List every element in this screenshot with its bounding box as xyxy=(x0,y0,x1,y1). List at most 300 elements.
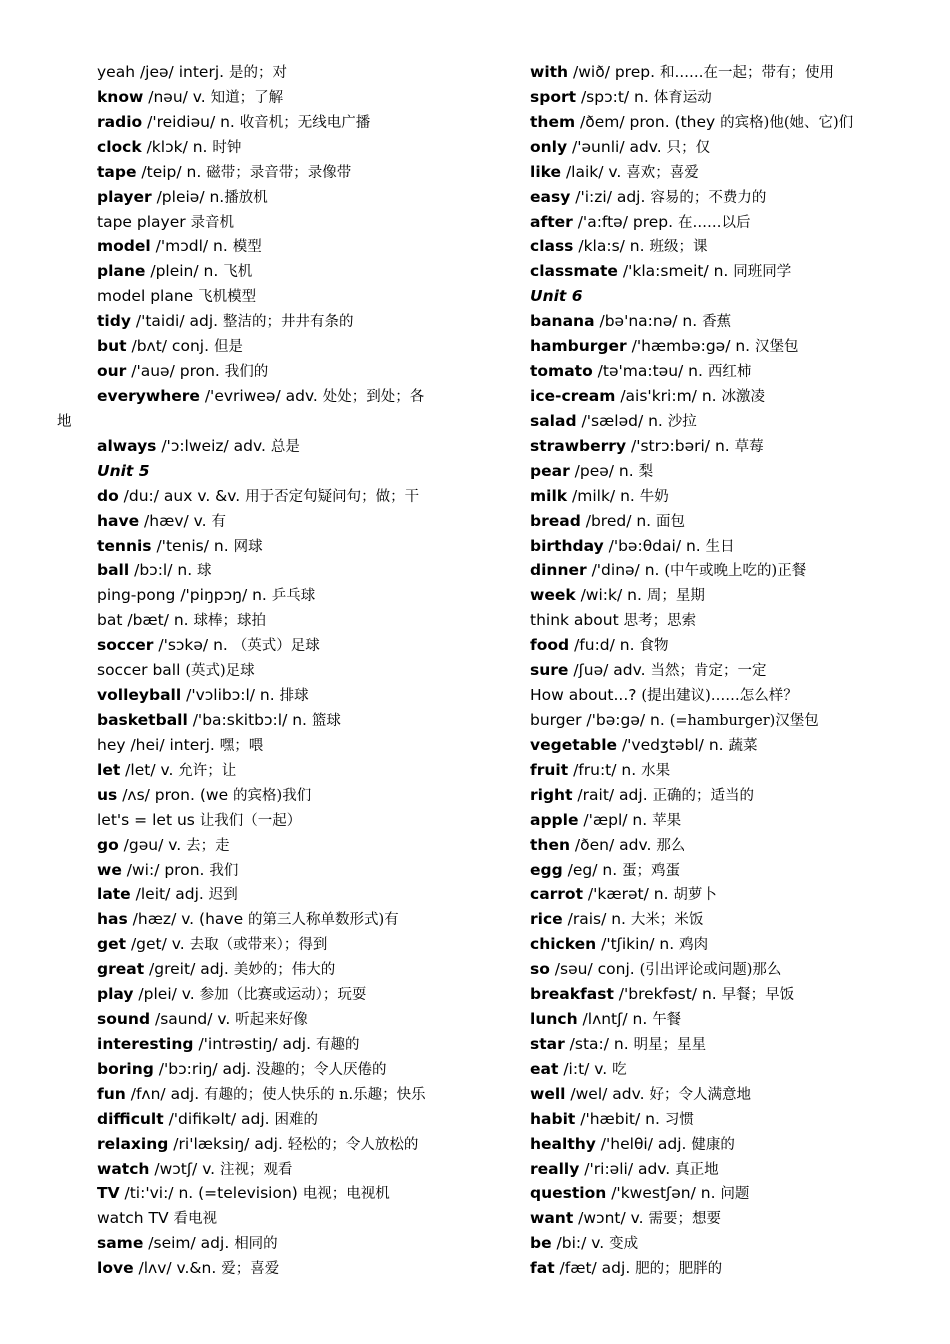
chinese-meaning: (英式)足球 xyxy=(185,663,255,680)
chinese-meaning: 问题 xyxy=(720,1186,750,1203)
vocab-entry xyxy=(97,758,467,783)
pronunciation-pos: soccer ball xyxy=(97,661,186,680)
chinese-meaning: 变成 xyxy=(609,1236,639,1253)
pronunciation-pos: /bɔ:l/ n. xyxy=(129,561,198,580)
vocab-entry xyxy=(97,334,467,359)
chinese-meaning: 正确的；适当的 xyxy=(652,787,755,804)
headword: want xyxy=(530,1209,574,1228)
pronunciation-pos: /seim/ adj. xyxy=(143,1234,235,1253)
vocab-entry xyxy=(97,210,467,235)
chinese-meaning: 去取（或带来）；得到 xyxy=(189,937,328,954)
headword: soccer xyxy=(97,636,154,655)
pronunciation-pos: /'hæmbə:gə/ n. xyxy=(626,337,756,356)
pronunciation-pos: /du:/ aux v. &v. xyxy=(118,486,246,505)
vocab-entry xyxy=(97,683,467,708)
pronunciation-pos: /'ri:əli/ adv. xyxy=(579,1159,676,1178)
headword: then xyxy=(530,835,570,854)
headword: do xyxy=(97,486,119,505)
vocab-entry xyxy=(530,882,930,907)
vocab-entry xyxy=(97,434,467,459)
vocab-entry xyxy=(97,558,467,583)
vocab-entry xyxy=(530,733,930,758)
pronunciation-pos: /ri'læksiŋ/ adj. xyxy=(168,1134,288,1153)
vocab-entry xyxy=(97,957,467,982)
headword: classmate xyxy=(530,262,618,281)
pronunciation-pos: /ti:'vi:/ n. (=television) xyxy=(119,1184,303,1203)
chinese-meaning: 同班同学 xyxy=(733,264,792,281)
vocab-entry xyxy=(97,1181,467,1206)
chinese-meaning: 排球 xyxy=(279,688,309,705)
chinese-meaning: 轻松的；令人放松的 xyxy=(287,1136,419,1153)
pronunciation-pos: let's = let us xyxy=(97,810,200,829)
chinese-meaning: 水果 xyxy=(641,762,671,779)
vocab-entry xyxy=(97,234,467,259)
chinese-meaning: 的宾格)他(她、它)们 xyxy=(720,114,854,131)
chinese-meaning: 沙拉 xyxy=(667,413,697,430)
vocab-entry xyxy=(530,259,930,284)
headword: go xyxy=(97,835,119,854)
vocab-entry xyxy=(530,359,930,384)
headword: like xyxy=(530,162,562,181)
chinese-meaning: 蔬菜 xyxy=(728,737,758,754)
chinese-meaning: 喜欢；喜爱 xyxy=(626,164,699,181)
chinese-meaning: 爱；喜爱 xyxy=(221,1261,280,1278)
chinese-meaning: 习惯 xyxy=(664,1111,694,1128)
pronunciation-pos: /rais/ n. xyxy=(562,910,631,929)
vocab-entry xyxy=(530,608,930,633)
headword: player xyxy=(97,187,152,206)
headword: model xyxy=(97,237,151,256)
vocab-entry xyxy=(97,1057,467,1082)
headword: really xyxy=(530,1159,580,1178)
vocab-entry xyxy=(530,1206,930,1231)
headword: dinner xyxy=(530,561,587,580)
vocab-entry xyxy=(530,957,930,982)
vocab-entry xyxy=(530,1231,930,1256)
headword: ball xyxy=(97,561,130,580)
vocab-entry xyxy=(530,1057,930,1082)
headword: interesting xyxy=(97,1034,194,1053)
headword: but xyxy=(97,337,127,356)
pronunciation-pos: /laik/ v. xyxy=(561,162,627,181)
vocab-entry xyxy=(97,259,467,284)
chinese-meaning: 思考；思索 xyxy=(623,613,697,630)
vocab-entry xyxy=(530,683,930,708)
pronunciation-pos: /plein/ n. xyxy=(145,262,224,281)
headword: apple xyxy=(530,810,579,829)
pronunciation-pos: /'a:ftə/ prep. xyxy=(572,212,678,231)
chinese-meaning: 模型 xyxy=(232,239,262,256)
pronunciation-pos: /peə/ n. xyxy=(569,461,639,480)
vocab-entry xyxy=(97,1157,467,1182)
pronunciation-pos: /'dinə/ n. xyxy=(586,561,665,580)
chinese-meaning: 相同的 xyxy=(234,1236,278,1253)
vocab-entry xyxy=(530,708,930,733)
chinese-meaning: 只；仅 xyxy=(666,139,711,156)
pronunciation-pos: think about xyxy=(530,611,624,630)
vocab-entry xyxy=(530,384,930,409)
chinese-meaning: 面包 xyxy=(656,513,686,530)
headword: ice-cream xyxy=(530,386,616,405)
headword: have xyxy=(97,511,140,530)
headword: class xyxy=(530,237,574,256)
vocab-entry xyxy=(97,110,467,135)
pronunciation-pos: /'æpl/ n. xyxy=(578,810,653,829)
pronunciation-pos: /'vɔlibɔ:l/ n. xyxy=(181,686,280,705)
pronunciation-pos: /'ɔ:lweiz/ adv. xyxy=(156,436,271,455)
pronunciation-pos: /i:t/ v. xyxy=(558,1059,613,1078)
vocab-entry xyxy=(530,932,930,957)
right-column xyxy=(530,60,930,1281)
chinese-meaning: 的宾格)我们 xyxy=(233,787,312,804)
chinese-meaning: 看电视 xyxy=(173,1211,218,1228)
vocab-entry xyxy=(530,309,930,334)
headword: difficult xyxy=(97,1109,164,1128)
pronunciation-pos: /lʌntʃ/ n. xyxy=(577,1010,653,1029)
pronunciation-pos: /bred/ n. xyxy=(580,511,657,530)
headword: clock xyxy=(97,137,142,156)
pronunciation-pos: /'i:zi/ adj. xyxy=(570,187,651,206)
vocab-entry xyxy=(97,135,467,160)
headword: has xyxy=(97,910,128,929)
chinese-meaning: 飞机 xyxy=(223,264,253,281)
chinese-meaning: 用于否定句疑问句；做；干 xyxy=(245,488,420,505)
vocab-entry xyxy=(530,583,930,608)
headword: banana xyxy=(530,312,595,331)
pronunciation-pos: model plane xyxy=(97,287,199,306)
vocab-entry xyxy=(530,1032,930,1057)
pronunciation-pos: /'əunli/ adv. xyxy=(567,137,667,156)
chinese-meaning: 没趣的；令人厌倦的 xyxy=(255,1061,387,1078)
chinese-meaning: 草莓 xyxy=(734,438,764,455)
chinese-meaning: 迟到 xyxy=(208,887,238,904)
pronunciation-pos: /wel/ adv. xyxy=(565,1084,650,1103)
chinese-meaning: 地 xyxy=(57,413,72,430)
vocab-entry xyxy=(530,783,930,808)
headword: be xyxy=(530,1234,552,1253)
chinese-meaning: 是的；对 xyxy=(229,65,287,81)
pronunciation-pos: /'kwestʃən/ n. xyxy=(606,1184,721,1203)
headword: birthday xyxy=(530,536,604,555)
headword: tomato xyxy=(530,362,593,381)
vocab-entry xyxy=(97,1132,467,1157)
headword: hamburger xyxy=(530,337,627,356)
headword: bread xyxy=(530,511,581,530)
headword: lunch xyxy=(530,1010,578,1029)
headword: tape xyxy=(97,162,137,181)
chinese-meaning: 吃 xyxy=(612,1061,627,1078)
headword: only xyxy=(530,137,568,156)
vocab-entry xyxy=(530,1157,930,1182)
pronunciation-pos: /'kærət/ n. xyxy=(583,885,674,904)
pronunciation-pos: /fæt/ adj. xyxy=(554,1259,636,1278)
vocab-entry xyxy=(97,1032,467,1057)
chinese-meaning: 注视；观看 xyxy=(220,1161,293,1178)
chinese-meaning: 胡萝卜 xyxy=(673,887,717,904)
chinese-meaning: (引出评论或问题)那么 xyxy=(639,962,782,979)
vocab-entry xyxy=(97,484,467,509)
pronunciation-pos: tape player xyxy=(97,212,191,231)
headword: always xyxy=(97,436,157,455)
vocab-entry xyxy=(97,733,467,758)
pronunciation-pos: /'hæbit/ n. xyxy=(575,1109,665,1128)
pronunciation-pos: /ðen/ adv. xyxy=(570,835,657,854)
chinese-meaning: 的第三人称单数形式)有 xyxy=(248,912,399,929)
chinese-meaning: 收音机；无线电广播 xyxy=(239,114,371,131)
chinese-meaning: 去；走 xyxy=(186,837,230,854)
vocab-entry xyxy=(97,858,467,883)
headword: sure xyxy=(530,661,569,680)
pronunciation-pos: /'reidiəu/ n. xyxy=(142,112,240,131)
vocab-entry xyxy=(530,1181,930,1206)
chinese-meaning: 容易的；不费力的 xyxy=(650,189,767,206)
vocab-entry xyxy=(530,185,930,210)
pronunciation-pos: /'bɔ:riŋ/ adj. xyxy=(153,1059,256,1078)
chinese-meaning: 苹果 xyxy=(652,812,682,829)
vocab-entry xyxy=(97,1231,467,1256)
headword: habit xyxy=(530,1109,576,1128)
vocab-entry xyxy=(530,658,930,683)
headword: with xyxy=(530,63,569,81)
pronunciation-pos: /wɔtʃ/ v. xyxy=(149,1159,221,1178)
vocab-entry xyxy=(530,1107,930,1132)
pronunciation-pos: /'sæləd/ n. xyxy=(576,411,668,430)
pronunciation-pos: /ais'kri:m/ n. xyxy=(615,386,722,405)
headword: salad xyxy=(530,411,577,430)
vocab-entry xyxy=(97,85,467,110)
chinese-meaning: (提出建议)……怎么样？ xyxy=(641,688,798,705)
headword: late xyxy=(97,885,131,904)
chinese-meaning: 有 xyxy=(211,513,226,530)
headword: easy xyxy=(530,187,571,206)
chinese-meaning: 总是 xyxy=(270,438,300,455)
vocab-entry xyxy=(97,907,467,932)
vocab-entry xyxy=(530,85,930,110)
vocab-entry xyxy=(97,932,467,957)
pronunciation-pos: /greit/ adj. xyxy=(144,960,234,979)
vocab-entry xyxy=(530,1082,930,1107)
pronunciation-pos: /klɔk/ n. xyxy=(141,137,213,156)
headword: volleyball xyxy=(97,686,182,705)
pronunciation-pos: /saund/ v. xyxy=(150,1010,236,1029)
vocab-entry xyxy=(97,658,467,683)
vocab-entry xyxy=(97,1206,467,1231)
chinese-meaning: 录音机 xyxy=(190,214,235,231)
chinese-meaning: 球棒；球拍 xyxy=(193,613,267,630)
chinese-meaning: 知道；了解 xyxy=(210,89,284,106)
vocab-entry xyxy=(97,583,467,608)
chinese-meaning: (中午或晚上吃的)正餐 xyxy=(664,563,807,580)
pronunciation-pos: /ʃuə/ adv. xyxy=(568,661,651,680)
pronunciation-pos: /'auə/ pron. xyxy=(126,362,225,381)
left-column xyxy=(57,60,467,1281)
vocab-entry xyxy=(530,558,930,583)
pronunciation-pos: bat /bæt/ n. xyxy=(97,611,194,630)
vocab-entry xyxy=(97,982,467,1007)
unit-heading xyxy=(97,459,467,484)
headword: fat xyxy=(530,1259,555,1278)
pronunciation-pos: /fru:t/ n. xyxy=(568,760,642,779)
pronunciation-pos: /nəu/ v. xyxy=(143,87,211,106)
vocab-entry xyxy=(57,409,467,434)
chinese-meaning: 早餐；早饭 xyxy=(721,987,795,1004)
pronunciation-pos: /plei/ v. xyxy=(133,985,200,1004)
chinese-meaning: 大米；米饭 xyxy=(630,912,704,929)
chinese-meaning: 牛奶 xyxy=(639,488,669,505)
chinese-meaning: 明星；星星 xyxy=(633,1036,707,1053)
pronunciation-pos: /wɔnt/ v. xyxy=(573,1209,649,1228)
vocab-entry xyxy=(530,833,930,858)
pronunciation-pos: /let/ v. xyxy=(120,760,179,779)
headword: star xyxy=(530,1034,565,1053)
chinese-meaning: 有趣的；使人快乐的 n.乐趣；快乐 xyxy=(204,1086,426,1103)
pronunciation-pos: How about...? xyxy=(530,686,642,705)
headword: after xyxy=(530,212,573,231)
headword: pear xyxy=(530,461,570,480)
headword: relaxing xyxy=(97,1134,169,1153)
headword: boring xyxy=(97,1059,154,1078)
pronunciation-pos: /'helθi/ adj. xyxy=(595,1134,692,1153)
headword: TV xyxy=(97,1184,120,1203)
chinese-meaning: 当然；肯定；一定 xyxy=(650,663,767,680)
chinese-meaning: 那么 xyxy=(656,837,686,854)
chinese-meaning: 篮球 xyxy=(311,712,341,729)
chinese-meaning: (=hamburger)汉堡包 xyxy=(669,712,819,729)
chinese-meaning: 困难的 xyxy=(274,1111,319,1128)
chinese-meaning: 真正地 xyxy=(675,1161,719,1178)
headword: fruit xyxy=(530,760,569,779)
headword: let xyxy=(97,760,121,779)
vocab-entry xyxy=(530,110,930,135)
pronunciation-pos: /wi:/ pron. xyxy=(121,860,210,879)
vocab-entry xyxy=(97,185,467,210)
headword: food xyxy=(530,636,570,655)
vocab-entry xyxy=(97,633,467,658)
headword: tennis xyxy=(97,536,152,555)
pronunciation-pos: /'bə:θdai/ n. xyxy=(603,536,706,555)
vocab-entry xyxy=(530,534,930,559)
vocab-entry xyxy=(530,858,930,883)
unit-heading xyxy=(530,284,930,309)
pronunciation-pos: burger /'bə:gə/ n. xyxy=(530,710,670,729)
chinese-meaning: （英式）足球 xyxy=(232,638,320,655)
chinese-meaning: 周；星期 xyxy=(646,588,705,605)
chinese-meaning: 在……以后 xyxy=(677,214,751,231)
pronunciation-pos: /bi:/ v. xyxy=(551,1234,610,1253)
chinese-meaning: 和……在一起；带有；使用 xyxy=(659,65,834,81)
chinese-meaning: 肥的；肥胖的 xyxy=(635,1261,723,1278)
vocab-entry xyxy=(530,484,930,509)
vocab-entry xyxy=(97,1007,467,1032)
pronunciation-pos: /'intrəstiŋ/ adj. xyxy=(193,1034,316,1053)
pronunciation-pos: ping-pong /'piŋpɔŋ/ n. xyxy=(97,586,272,605)
pronunciation-pos: /wið/ prep. xyxy=(568,63,660,81)
headword: sound xyxy=(97,1010,151,1029)
headword: play xyxy=(97,985,134,1004)
pronunciation-pos: /'mɔdl/ n. xyxy=(150,237,233,256)
vocab-entry xyxy=(530,210,930,235)
pronunciation-pos: /'sɔkə/ n. xyxy=(153,636,233,655)
vocab-entry xyxy=(530,459,930,484)
headword: rice xyxy=(530,910,563,929)
pronunciation-pos: /get/ v. xyxy=(126,935,190,954)
chinese-meaning: 网球 xyxy=(233,538,263,555)
chinese-meaning: 但是 xyxy=(213,339,243,356)
chinese-meaning: 嘿；喂 xyxy=(219,737,264,754)
headword: tidy xyxy=(97,312,131,331)
pronunciation-pos: /'strɔ:bəri/ n. xyxy=(626,436,735,455)
chinese-meaning: 我们的 xyxy=(224,364,269,381)
vocab-entry xyxy=(530,509,930,534)
pronunciation-pos: /'taidi/ adj. xyxy=(130,312,224,331)
pronunciation-pos: /'ba:skitbɔ:l/ n. xyxy=(187,710,312,729)
vocab-entry xyxy=(97,359,467,384)
chinese-meaning: 好；令人满意地 xyxy=(649,1086,751,1103)
pronunciation-pos: /lʌv/ v.&n. xyxy=(133,1259,222,1278)
headword: great xyxy=(97,960,145,979)
chinese-meaning: 食物 xyxy=(639,638,669,655)
vocab-entry xyxy=(97,284,467,309)
chinese-meaning: 梨 xyxy=(638,463,654,480)
vocab-entry xyxy=(530,60,930,85)
chinese-meaning: 班级；课 xyxy=(649,239,708,256)
headword: radio xyxy=(97,112,143,131)
vocab-entry xyxy=(97,608,467,633)
vocab-entry xyxy=(530,1132,930,1157)
pronunciation-pos: /fʌn/ adj. xyxy=(125,1084,205,1103)
headword: healthy xyxy=(530,1134,596,1153)
vocab-entry xyxy=(97,309,467,334)
vocab-entry xyxy=(530,633,930,658)
chinese-meaning: 我们 xyxy=(209,862,239,879)
vocab-entry xyxy=(530,907,930,932)
pronunciation-pos: /'brekfəst/ n. xyxy=(613,985,722,1004)
pronunciation-pos: /hæz/ v. (have xyxy=(127,910,249,929)
vocab-entry xyxy=(530,1256,930,1281)
chinese-meaning: 乒乓球 xyxy=(271,588,316,605)
vocab-entry xyxy=(97,60,467,85)
headword: breakfast xyxy=(530,985,614,1004)
chinese-meaning: 时钟 xyxy=(212,139,242,156)
pronunciation-pos: /'tenis/ n. xyxy=(151,536,234,555)
chinese-meaning: 有趣的 xyxy=(315,1036,360,1053)
chinese-meaning: 磁带；录音带；录像带 xyxy=(206,164,352,181)
vocab-entry xyxy=(530,234,930,259)
pronunciation-pos: /gəu/ v. xyxy=(118,835,187,854)
chinese-meaning: 午餐 xyxy=(652,1012,682,1029)
chinese-meaning: 香蕉 xyxy=(702,314,732,331)
pronunciation-pos: /sta:/ n. xyxy=(564,1034,634,1053)
chinese-meaning: 电视；电视机 xyxy=(302,1186,390,1203)
chinese-meaning: 健康的 xyxy=(691,1136,735,1153)
chinese-meaning: 需要；想要 xyxy=(648,1211,721,1228)
chinese-meaning: 让我们（一起） xyxy=(199,812,302,829)
chinese-meaning: 鸡肉 xyxy=(679,937,709,954)
vocab-entry xyxy=(97,384,467,409)
vocab-entry xyxy=(97,708,467,733)
headword: everywhere xyxy=(97,386,200,405)
headword: we xyxy=(97,860,122,879)
pronunciation-pos: /ðem/ pron. (they xyxy=(575,112,721,131)
chinese-meaning: 听起来好像 xyxy=(235,1012,308,1029)
pronunciation-pos: /bə'na:nə/ n. xyxy=(594,312,703,331)
vocab-entry xyxy=(530,1007,930,1032)
headword: egg xyxy=(530,860,563,879)
chinese-meaning: 处处；到处；各 xyxy=(322,388,425,405)
vocab-entry xyxy=(97,1107,467,1132)
pronunciation-pos: /fu:d/ n. xyxy=(569,636,640,655)
unit-title: Unit 6 xyxy=(530,287,583,306)
